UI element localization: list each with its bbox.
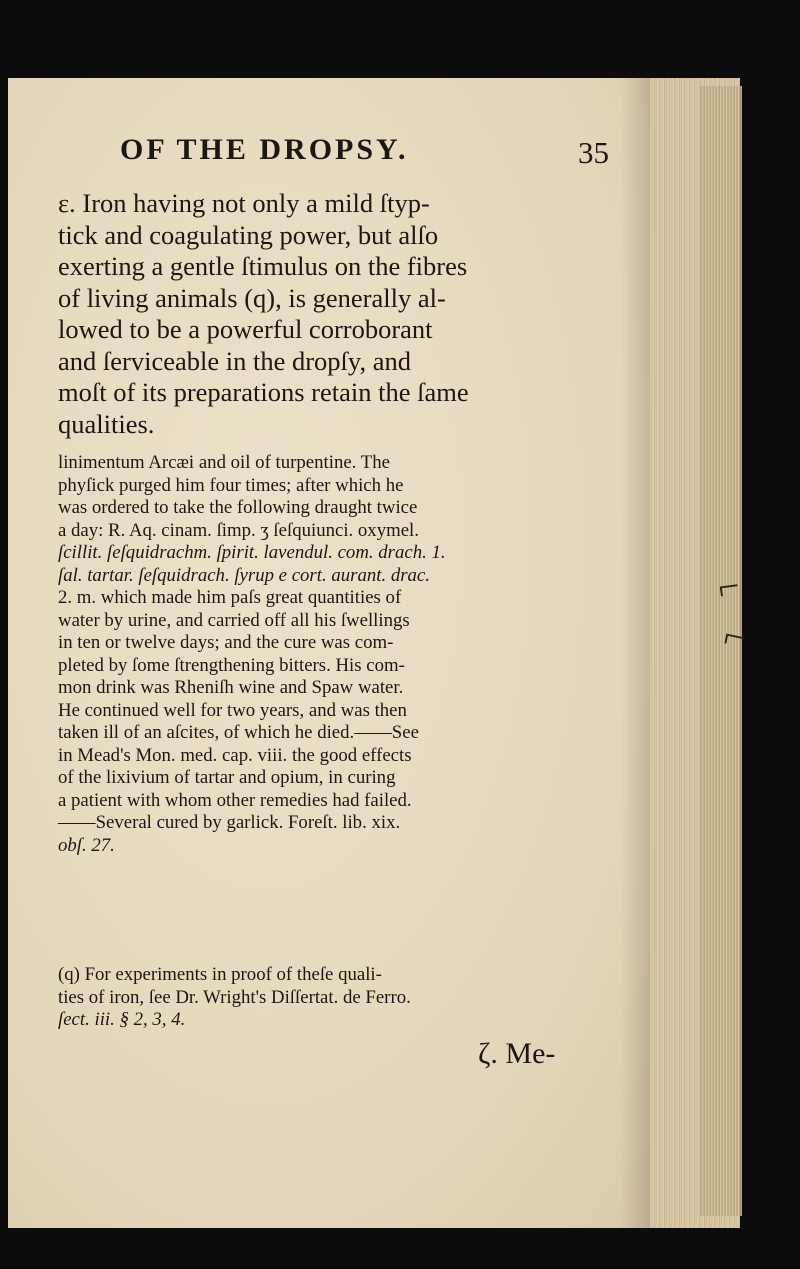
note-line: mon drink was Rheniſh wine and Spaw water. <box>58 677 404 698</box>
running-title: OF THE DROPSY. <box>120 133 409 166</box>
note-line: pleted by ſome ſtrengthening bitters. His com- <box>58 654 405 676</box>
note-line: taken ill of an aſcites, of which he died.——See <box>58 722 419 743</box>
footnote-line: ties of iron, ſee Dr. Wright's Diſſertat. de Ferro. <box>58 986 411 1008</box>
text-line: and ſerviceable in the dropſy, and <box>58 345 411 376</box>
note-line: ——Several cured by garlick. Foreſt. lib. xix. <box>58 812 401 833</box>
note-line: ſal. tartar. ſeſquidrach. ſyrup e cort. aurant. drac. <box>58 564 430 586</box>
note-line: ſcillit. ſeſquidrachm. ſpirit. lavendul. com. drach. 1. <box>58 542 446 563</box>
text-line: of living animals (q), is generally al- <box>58 282 446 313</box>
note-line: in ten or twelve days; and the cure was com- <box>58 632 394 653</box>
main-paragraph <box>58 188 469 440</box>
case-note <box>58 452 446 857</box>
page-number: 35 <box>578 135 609 170</box>
text-line: ε. Iron having not only a mild ſtyp- <box>58 188 430 218</box>
note-line: in Mead's Mon. med. cap. viii. the good effects <box>58 744 412 766</box>
text-line: tick and coagulating power, but alſo <box>58 219 439 250</box>
text-line: lowed to be a powerful corroborant <box>58 314 433 344</box>
text-line: moſt of its preparations retain the ſame <box>58 377 469 407</box>
note-line: water by urine, and carried off all his ſwellings <box>58 609 410 631</box>
note-line: He continued well for two years, and was then <box>58 699 407 721</box>
pencil-mark-1: ⌐ <box>715 564 743 610</box>
note-line: was ordered to take the following draught twice <box>58 497 418 518</box>
footnote-line: (q) For experiments in proof of theſe quali- <box>58 964 382 985</box>
page-header <box>120 133 640 183</box>
edge-pencil-marks <box>715 555 778 705</box>
note-line: linimentum Arcæi and oil of turpentine. The <box>58 452 390 473</box>
pencil-mark-2: ⌐ <box>719 614 750 660</box>
catchword: ζ. Me- <box>478 1037 556 1070</box>
footnote <box>58 964 411 1032</box>
note-line: a day: R. Aq. cinam. ſimp. ʒ ſeſquiunci. oxymel. <box>58 519 419 541</box>
footnote-line: ſect. iii. § 2, 3, 4. <box>58 1009 186 1030</box>
note-line: a patient with whom other remedies had failed. <box>58 789 412 811</box>
dark-background-bottom <box>0 1228 800 1269</box>
note-line: phyſick purged him four times; after which he <box>58 474 404 496</box>
note-line: of the lixivium of tartar and opium, in curing <box>58 767 396 788</box>
note-line: 2. m. which made him paſs great quantities of <box>58 587 402 608</box>
text-line: qualities. <box>58 408 155 439</box>
text-line: exerting a gentle ſtimulus on the fibres <box>58 251 468 281</box>
dark-background-top <box>0 0 800 78</box>
note-line: obſ. 27. <box>58 834 115 856</box>
